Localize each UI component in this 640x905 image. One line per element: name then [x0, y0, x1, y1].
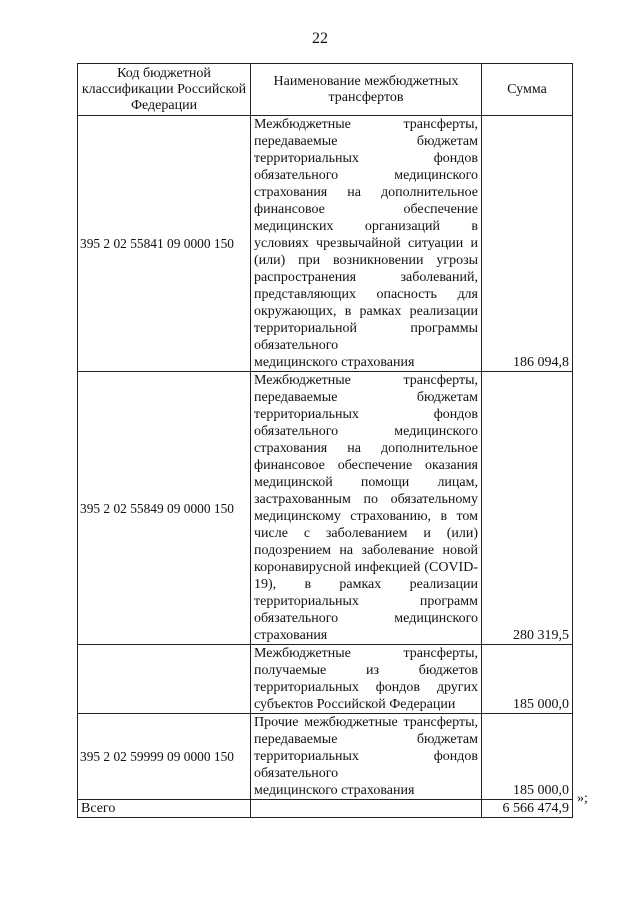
- header-code: Код бюджетной классификации Российской Федерации: [78, 64, 251, 116]
- row-name-text: Межбюджетные трансферты, передаваемые бюджетам территориальных фондов обязательного медицинского страхования на дополнительное финансовое обеспечение медицинских организаций в условиях чрезвычайной ситуации и (или) при возникновении угрозы распространения заболеваний, представляющих опасность для окружающих, в рамках реализации территориальной программы обязательного: [254, 117, 478, 353]
- closing-quote: »;: [577, 791, 588, 806]
- row-name-last-line: медицинского страхования: [254, 355, 415, 370]
- header-name: Наименование межбюджетных трансфертов: [251, 64, 482, 116]
- row-name-text: Межбюджетные трансферты, передаваемые бюджетам территориальных фондов обязательного медицинского страхования на дополнительное финансовое обеспечение оказания медицинской помощи лицам, застрахованным по обязательному медицинскому страхованию, в том числе с заболеванием и (или) подозрением на заболевание новой коронавирусной инфекцией (COVID-19), в рамках реализации территориальных программ обязательного медицинского: [254, 373, 478, 626]
- row-sum: 185 000,0: [482, 645, 573, 714]
- row-name: [251, 714, 482, 800]
- row-name: [251, 372, 482, 645]
- row-code: 395 2 02 59999 09 0000 150: [78, 714, 251, 800]
- row-name: [251, 116, 482, 372]
- row-name-last-line: страхования: [254, 628, 328, 643]
- row-code: [78, 645, 251, 714]
- header-sum: Сумма: [482, 64, 573, 116]
- table-row: [78, 645, 573, 714]
- row-name-text: Прочие межбюджетные трансферты, передаваемые бюджетам территориальных фондов обязательного: [254, 715, 478, 781]
- row-sum: 185 000,0: [482, 714, 573, 800]
- table-total-row: [78, 800, 573, 818]
- total-label: Всего: [78, 800, 251, 818]
- row-name-last-line: медицинского страхования: [254, 783, 415, 798]
- budget-table: [77, 63, 573, 818]
- table-header-row: [78, 64, 573, 116]
- total-name: [251, 800, 482, 818]
- row-sum: 280 319,5: [482, 372, 573, 645]
- table-row: [78, 714, 573, 800]
- row-name: [251, 645, 482, 714]
- row-name-text: Межбюджетные трансферты, получаемые из бюджетов территориальных фондов других субъектов Российской Федерации: [254, 646, 478, 712]
- row-sum: 186 094,8: [482, 116, 573, 372]
- total-sum: 6 566 474,9: [482, 800, 573, 818]
- table-row: [78, 116, 573, 372]
- row-code: 395 2 02 55849 09 0000 150: [78, 372, 251, 645]
- row-code: 395 2 02 55841 09 0000 150: [78, 116, 251, 372]
- page-number: 22: [312, 30, 328, 47]
- table-row: [78, 372, 573, 645]
